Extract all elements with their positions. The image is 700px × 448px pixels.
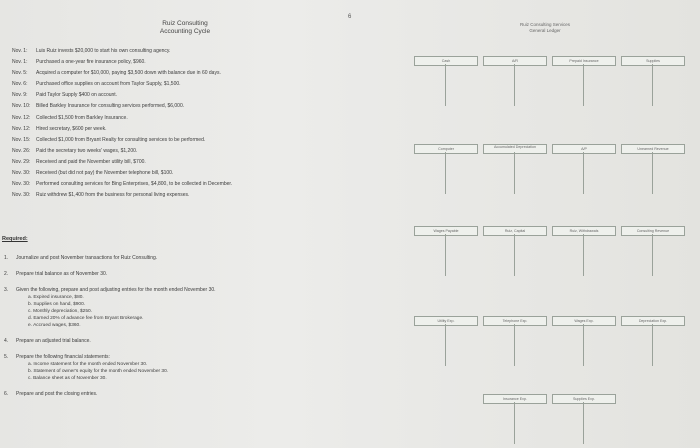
t-account-title: Depreciation Exp.: [621, 316, 685, 326]
t-account-title: Insurance Exp.: [483, 394, 547, 404]
ledger-company: Ruiz Consulting Services: [519, 22, 571, 27]
requirement-subitem: e. Accrued wages, $360.: [28, 323, 81, 328]
ledger-subtitle: General Ledger: [529, 28, 561, 33]
t-account: [483, 226, 545, 276]
t-account-title: Utility Exp.: [414, 316, 478, 326]
requirement-subitem: b. Statement of owner's equity for the month ended November 30.: [28, 369, 169, 374]
t-account: [552, 394, 614, 444]
transaction-item: Nov. 26: Paid the secretary two weeks' wages, $1,200.: [12, 147, 138, 154]
requirement-item: 2. Prepare trial balance as of November 30.: [4, 271, 108, 277]
ledger-title: [480, 22, 610, 34]
t-account: [483, 56, 545, 106]
t-account-title: Prepaid Insurance: [552, 56, 616, 66]
page-title: [130, 20, 240, 36]
t-account: [621, 226, 683, 276]
t-account: [552, 56, 614, 106]
t-account: [414, 316, 476, 366]
t-account-title: A/P: [552, 144, 616, 154]
t-account-title: Accumulated Depreciation: [483, 144, 547, 154]
requirement-item: 3. Given the following, prepare and post adjusting entries for the month ended November 30.: [4, 287, 216, 293]
requirement-item: 4. Prepare an adjusted trial balance.: [4, 338, 91, 344]
transaction-list: [12, 46, 342, 201]
t-account-title: Wages Payable: [414, 226, 478, 236]
requirement-subitem: a. Expired insurance, $80.: [28, 295, 84, 300]
requirement-subitem: b. Supplies on hand, $900.: [28, 302, 86, 307]
t-account-title: Ruiz, Capital: [483, 226, 547, 236]
transaction-item: Nov. 30: Ruiz withdrew $1,400 from the business for personal living expenses.: [12, 192, 190, 199]
t-account: [414, 56, 476, 106]
page-mark: 6: [348, 14, 352, 20]
t-account: [483, 394, 545, 444]
required-heading: Required:: [2, 236, 28, 242]
transaction-item: Nov. 30: Performed consulting services for Bing Enterprises, $4,800, to be collected in December.: [12, 181, 233, 188]
company-name: Ruiz Consulting: [162, 20, 208, 27]
requirement-item: 6. Prepare and post the closing entries.: [4, 391, 98, 397]
t-account: [483, 316, 545, 366]
requirement-subitem: c. Monthly depreciation, $250.: [28, 309, 92, 314]
t-account-title: Supplies: [621, 56, 685, 66]
transaction-item: Nov. 15: Collected $1,000 from Bryant Realty for consulting services to be performed.: [12, 136, 206, 143]
t-account-title: Computer: [414, 144, 478, 154]
t-account-title: Supplies Exp.: [552, 394, 616, 404]
requirement-subitem: a. Income statement for the month ended November 30.: [28, 362, 148, 367]
transaction-item: Nov. 5: Acquired a computer for $10,000, paying $3,500 down with balance due in 60 days.: [12, 70, 221, 77]
t-account: [552, 226, 614, 276]
cycle-subtitle: Accounting Cycle: [159, 28, 211, 35]
transaction-item: Nov. 9: Paid Taylor Supply $400 on account.: [12, 92, 118, 99]
t-account-title: A/R: [483, 56, 547, 66]
t-account: [621, 56, 683, 106]
requirements-list: [4, 254, 344, 398]
t-account-title: Ruiz, Withdrawals: [552, 226, 616, 236]
transaction-item: Nov. 30: Received (but did not pay) the November telephone bill, $100.: [12, 170, 174, 177]
transaction-item: Nov. 1: Purchased a one-year fire insurance policy, $960.: [12, 59, 146, 66]
transaction-item: Nov. 29: Received and paid the November utility bill, $700.: [12, 158, 146, 165]
t-account: [621, 144, 683, 194]
requirement-subitem: d. Earned 20% of advance fee from Bryant Brokerage.: [28, 316, 144, 321]
transaction-item: Nov. 1: Luis Ruiz invests $20,000 to start his own consulting agency.: [12, 48, 171, 54]
t-account-title: Unearned Revenue: [621, 144, 685, 154]
t-account: [414, 226, 476, 276]
transaction-item: Nov. 12: Hired secretary, $600 per week.: [12, 125, 107, 132]
transaction-item: Nov. 12: Collected $1,500 from Barkley Insurance.: [12, 114, 128, 121]
t-account: [621, 316, 683, 366]
requirement-subitem: c. Balance sheet as of November 30.: [28, 376, 107, 381]
t-account-title: Consulting Revenue: [621, 226, 685, 236]
requirement-item: 5. Prepare the following financial statements:: [4, 354, 110, 360]
t-account: [552, 144, 614, 194]
t-account: [483, 144, 545, 194]
transaction-item: Nov. 6: Purchased office supplies on account from Taylor Supply, $1,500.: [12, 81, 181, 88]
t-account-title: Cash: [414, 56, 478, 66]
t-account-title: Telephone Exp.: [483, 316, 547, 326]
requirement-item: 1. Journalize and post November transactions for Ruiz Consulting.: [4, 255, 158, 261]
t-account: [414, 144, 476, 194]
t-account-title: Wages Exp.: [552, 316, 616, 326]
t-account: [552, 316, 614, 366]
transaction-item: Nov. 10: Billed Barkley Insurance for consulting services performed, $6,000.: [12, 103, 185, 110]
